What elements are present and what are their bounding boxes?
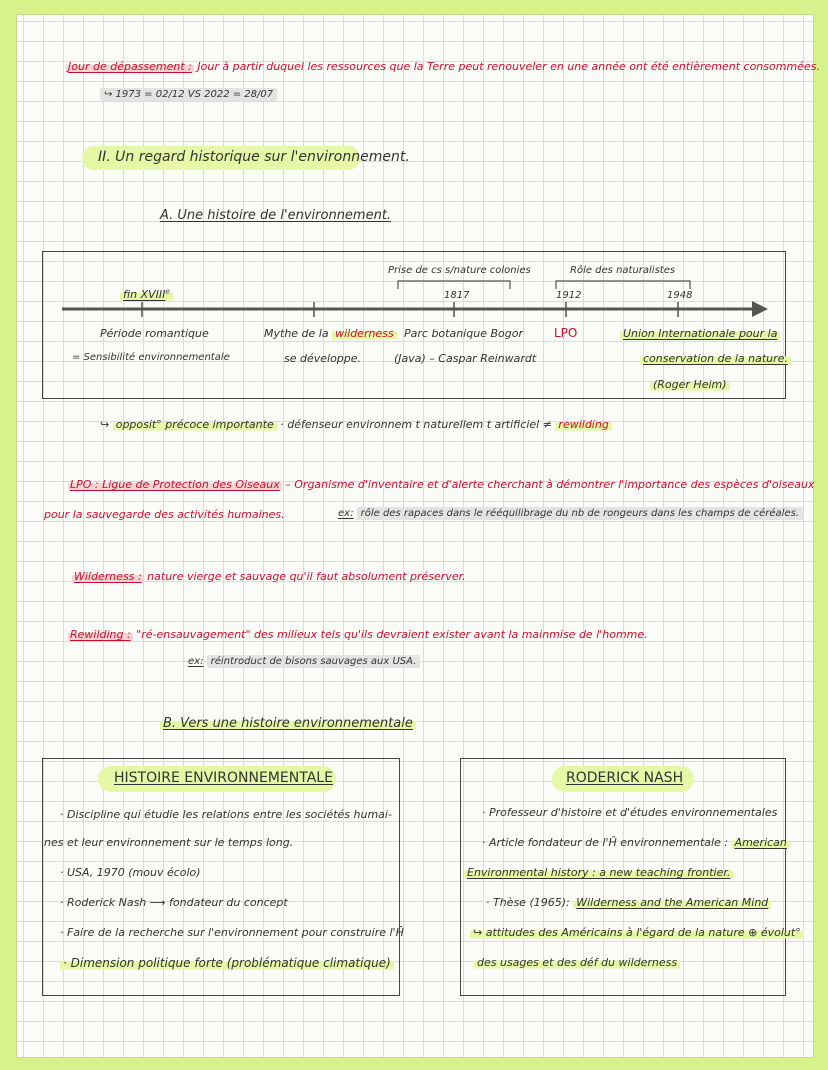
event-uicn-3: (Roger Heim) <box>650 378 730 391</box>
lpo-line2: pour la sauvegarde des activités humaines. <box>44 508 285 521</box>
jour-note: ↪ 1973 = 02/12 VS 2022 = 28/07 <box>100 88 277 101</box>
histoire-b3: · Roderick Nash ⟶ fondateur du concept <box>60 896 288 909</box>
nash-b3: · Thèse (1965): Wilderness and the American Mind <box>486 896 771 909</box>
section-2-title: II. Un regard historique sur l'environnement. <box>98 149 410 165</box>
histoire-title: HISTOIRE ENVIRONNEMENTALE <box>114 770 333 786</box>
histoire-b2: · USA, 1970 (mouv écolo) <box>60 866 201 879</box>
label-1912: 1912 <box>556 290 582 301</box>
label-fin18: fin XVIIIe <box>120 287 173 301</box>
histoire-b1a: · Discipline qui étudie les relations entre les sociétés humai- <box>60 808 392 821</box>
opposition-rewilding: rewilding <box>555 418 611 431</box>
label-1948: 1948 <box>667 290 693 301</box>
rewilding-definition: Rewilding : "ré-ensauvagement" des milieux tels qu'ils devraient exister avant la mainmise de l'homme. <box>70 628 648 641</box>
label-role: Rôle des naturalistes <box>570 265 676 276</box>
event-wilderness-2: se développe. <box>284 352 362 365</box>
event-romantique: Période romantique <box>100 327 209 340</box>
opposition-row: ↪ opposit° précoce importante · défenseur environnem t naturellem t artificiel ≠ rewilding <box>100 418 612 431</box>
wilderness-definition: Wilderness : nature vierge et sauvage qu'il faut absolument préserver. <box>74 570 466 583</box>
event-wilderness: Mythe de la wilderness <box>264 327 397 340</box>
lpo-definition: LPO : Ligue de Protection des Oiseaux – Organisme d'inventaire et d'alerte cherchant à démontrer l'importance des espèces d'oiseaux <box>70 478 815 491</box>
histoire-b1b: nes et leur environnement sur le temps long. <box>44 836 294 849</box>
rewilding-example: ex: réintroduct de bisons sauvages aux USA. <box>188 656 420 667</box>
nash-title: RODERICK NASH <box>566 770 684 786</box>
event-uicn-2: conservation de la nature. <box>640 352 791 365</box>
rewilding-term: Rewilding : <box>70 628 131 641</box>
jour-term: Jour de dépassement : <box>68 60 192 73</box>
bracket-naturalistes <box>556 281 690 289</box>
label-prise: Prise de cs s/nature colonies <box>388 265 531 276</box>
nash-b5: des usages et des déf du wilderness <box>474 956 680 969</box>
section-a-title: A. Une histoire de l'environnement. <box>160 208 392 223</box>
event-uicn: Union Internationale pour la <box>620 327 780 340</box>
section-b-title: B. Vers une histoire environnementale <box>160 716 416 731</box>
histoire-b5: · Dimension politique forte (problématique climatique) <box>60 956 394 970</box>
label-1817: 1817 <box>444 290 470 301</box>
event-bogor-2: (Java) – Caspar Reinwardt <box>394 352 537 365</box>
event-lpo: LPO <box>554 326 578 340</box>
histoire-b4: · Faire de la recherche sur l'environnement pour construire l'Ĥ <box>60 926 404 939</box>
bracket-colonies <box>398 281 510 289</box>
jour-text: Jour à partir duquel les ressources que la Terre peut renouveler en une année ont été entièrement consommées. <box>197 60 820 73</box>
lpo-term: LPO : Ligue de Protection des Oiseaux <box>70 478 280 491</box>
nash-b4: ↪ attitudes des Américains à l'égard de la nature ⊕ évolut° <box>470 926 804 939</box>
timeline-arrow-head <box>752 301 768 317</box>
nash-b2: · Article fondateur de l'Ĥ environnementale : American <box>482 836 790 849</box>
lpo-example: ex: rôle des rapaces dans le rééquilibrage du nb de rongeurs dans les champs de céréales. <box>338 508 803 519</box>
opposition-text: opposit° précoce importante <box>113 418 277 431</box>
nash-b2b: Environmental history : a new teaching frontier. <box>464 866 733 879</box>
wilderness-term: Wilderness : <box>74 570 142 583</box>
event-romantique-2: = Sensibilité environnementale <box>72 352 230 363</box>
event-bogor: Parc botanique Bogor <box>404 327 523 340</box>
nash-b1: · Professeur d'histoire et d'études environnementales <box>482 806 778 819</box>
